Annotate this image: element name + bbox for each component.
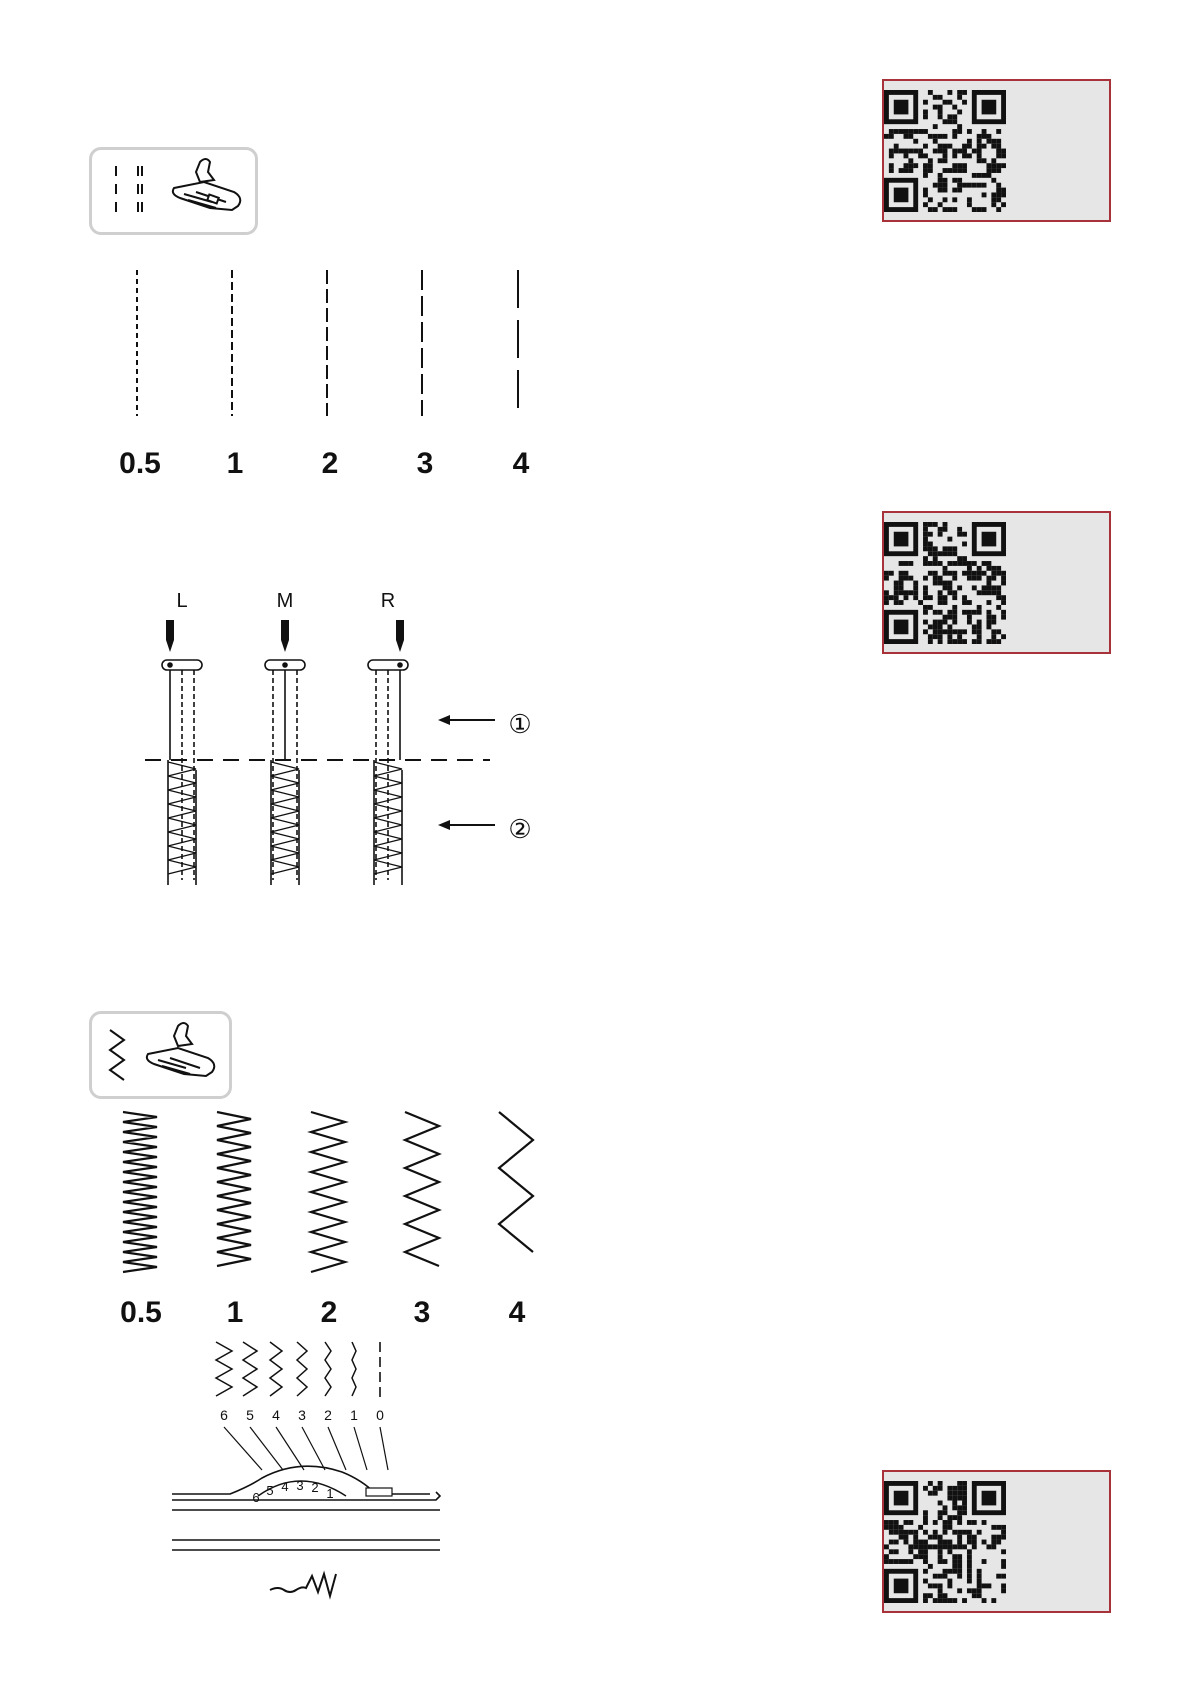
callout-arrow-head [438,715,450,725]
width-label-3: 3 [413,1296,431,1329]
stitch-sample [325,1342,331,1396]
length-label-0: 0.5 [119,447,161,480]
stitch-sample [352,1342,356,1396]
dial-face-digit-3: 3 [296,1478,304,1493]
dial-label-4: 4 [272,1407,280,1423]
dial-face-digit-2: 2 [311,1480,319,1495]
length-label-1: 1 [226,447,244,480]
width-label-1: 1 [226,1296,244,1329]
zigzag-stitch [405,1112,439,1266]
straight-stitch-lengths [137,270,518,416]
stitch-sample [297,1342,307,1396]
needle-hole [398,663,402,667]
length-label-2: 2 [321,447,339,480]
callout-1: ① [508,709,532,739]
needle-icon [396,620,404,652]
needle-icon [166,620,174,652]
dial-label-5: 5 [246,1407,254,1423]
zigzag-stitch [499,1112,533,1252]
dial-label-1: 1 [350,1407,358,1423]
dial-label-2: 2 [324,1407,332,1423]
zigzag-stitch [217,1112,251,1266]
zigzag-stitch [311,1112,345,1272]
dial-face-digit-5: 5 [266,1483,274,1498]
dial-leader-line [354,1427,367,1470]
dial-leader-line [224,1427,262,1470]
length-label-4: 4 [512,447,530,480]
dial-slider [366,1488,392,1496]
zigzag-stitch-icon [92,1014,229,1096]
stitch-sample [243,1342,257,1396]
stitch-sketch [270,1574,336,1596]
dial-face-digit-6: 6 [252,1490,260,1505]
needle-position-middle: M [276,590,294,612]
zigzag-stitch [123,1112,157,1272]
zigzag-seam [271,762,299,874]
needle-hole [283,663,287,667]
zigzag-widths [123,1112,533,1272]
stitch-sample [270,1342,282,1396]
callout-arrow-head [438,820,450,830]
dial-label-6: 6 [220,1407,228,1423]
dial-leader-line [302,1427,325,1470]
needle-position-diagram [145,620,495,885]
dial-leader-line [328,1427,346,1470]
dial-face-digit-1: 1 [326,1486,334,1501]
width-label-2: 2 [320,1296,338,1329]
needle-icon [281,620,289,652]
zigzag-stitch-badge [89,1011,232,1099]
length-label-3: 3 [416,447,434,480]
presser-foot-icon [147,1023,214,1076]
stitch-width-dial [172,1342,440,1596]
needle-position-right: R [380,590,396,612]
needle-hole [168,663,172,667]
dial-label-3: 3 [298,1407,306,1423]
dial-face-digit-4: 4 [281,1479,289,1494]
callout-2: ② [508,814,532,844]
dial-leader-line [276,1427,304,1470]
dial-leader-line [380,1427,388,1470]
dial-leader-line [250,1427,283,1470]
width-label-0: 0.5 [120,1296,162,1329]
needle-position-left: L [176,590,188,612]
dial-label-0: 0 [376,1407,384,1423]
width-label-4: 4 [508,1296,526,1329]
stitch-sample [216,1342,232,1396]
